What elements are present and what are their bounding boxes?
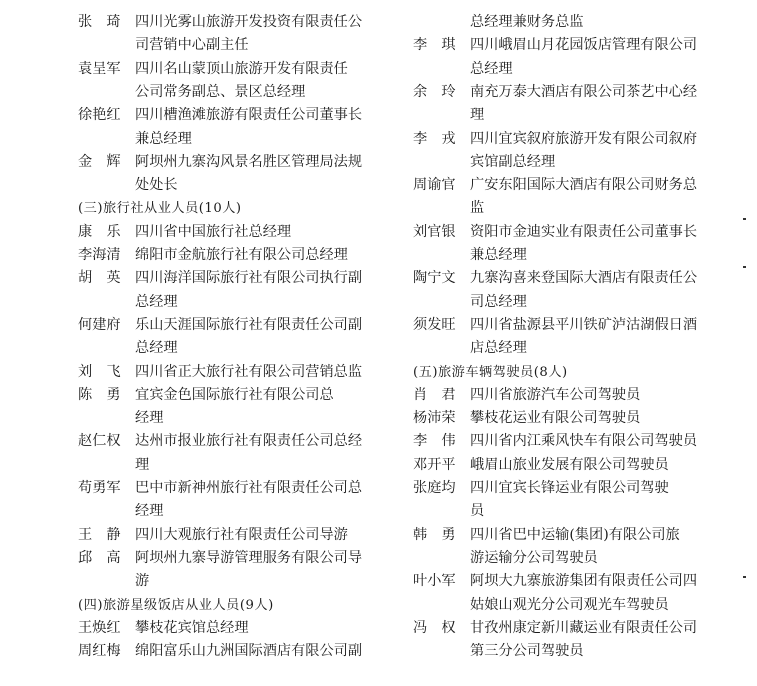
person-name: 李 伟 [413, 433, 456, 450]
person-name: 王 静 [78, 526, 121, 543]
position-text: 四川光雾山旅游开发投资有限责任公 [135, 14, 363, 30]
position-text: 四川槽渔滩旅游有限责任公司董事长 [135, 107, 363, 124]
person-name: 刘官银 [413, 223, 456, 240]
position-text: 绵阳富乐山九洲国际酒店有限公司副 [135, 643, 363, 660]
position-text: 经理 [135, 503, 164, 520]
position-text: 兼总经理 [135, 130, 192, 147]
position-text: 四川大观旅行社有限责任公司导游 [135, 526, 348, 543]
position-text: 甘孜州康定新川藏运业有限责任公司 [470, 619, 698, 636]
position-text: 经理 [135, 410, 164, 427]
position-text: 宾馆副总经理 [470, 153, 556, 170]
position-text: 兼总经理 [470, 247, 527, 263]
person-name: 胡 英 [78, 270, 121, 287]
position-text: 阿坝大九寨旅游集团有限责任公司四 [470, 573, 698, 590]
position-text: 资阳市金迪实业有限责任公司董事长 [470, 223, 698, 240]
person-name: 杨沛荣 [413, 410, 456, 427]
position-text: 司总经理 [470, 293, 527, 310]
position-text: 处处长 [135, 177, 178, 194]
position-text: 攀枝花宾馆总经理 [135, 619, 249, 636]
position-text: 游运输分公司驾驶员 [470, 549, 598, 566]
position-text: 员 [470, 503, 485, 520]
position-text: 四川省旅游汽车公司驾驶员 [470, 386, 641, 403]
position-text: 南充万泰大酒店有限公司茶艺中心经 [470, 83, 698, 100]
person-name: 陶宁文 [413, 270, 456, 287]
position-text: 乐山天涯国际旅行社有限责任公司副 [135, 316, 363, 333]
position-text: 四川海洋国际旅行社有限公司执行副 [135, 270, 363, 287]
person-name: 周谕官 [413, 177, 456, 194]
position-text: 阿坝州九寨导游管理服务有限公司导 [135, 549, 363, 566]
person-name: 李 戎 [413, 130, 456, 147]
position-text: 达州市报业旅行社有限责任公司总经 [135, 433, 363, 450]
position-text: 四川名山蒙顶山旅游开发有限责任 [135, 60, 348, 77]
position-text: 四川峨眉山月花园饭店管理有限公司 [470, 37, 698, 54]
position-text: 总经理 [470, 60, 513, 77]
person-name: 邓开平 [413, 456, 456, 473]
person-name: 陈 勇 [78, 386, 121, 403]
person-name: 徐艳红 [78, 107, 121, 124]
position-text: 四川宜宾长锋运业有限公司驾驶 [470, 480, 669, 496]
position-text: 理 [135, 456, 150, 473]
section-heading: (五)旅游车辆驾驶员(8人) [413, 364, 568, 380]
person-name: 冯 权 [413, 619, 456, 636]
person-name: 肖 君 [413, 386, 456, 403]
scan-speck [743, 266, 746, 268]
position-text: 总经理 [135, 340, 178, 357]
position-text: 公司常务副总、景区总经理 [135, 83, 306, 100]
position-text: 巴中市新神州旅行社有限责任公司总 [135, 480, 363, 496]
section-heading: (四)旅游星级饭店从业人员(9人) [78, 597, 274, 613]
scan-speck [743, 576, 746, 578]
person-name: 王焕红 [78, 619, 121, 636]
position-text: 姑娘山观光分公司观光车驾驶员 [470, 596, 669, 613]
person-name: 康 乐 [78, 223, 121, 240]
position-text: 四川宜宾叙府旅游开发有限公司叙府 [470, 130, 698, 147]
position-text: 阿坝州九寨沟风景名胜区管理局法规 [135, 153, 363, 170]
person-name: 张 琦 [78, 14, 121, 30]
position-text: 四川省内江乘风快车有限公司驾驶员 [470, 433, 698, 450]
position-text: 峨眉山旅业发展有限公司驾驶员 [470, 456, 669, 473]
position-text: 四川省正大旅行社有限公司营销总监 [135, 363, 363, 380]
person-name: 邱 高 [78, 549, 121, 566]
position-text: 绵阳市金航旅行社有限公司总经理 [135, 247, 348, 263]
person-name: 叶小军 [413, 573, 456, 590]
scan-speck [743, 218, 746, 220]
position-text: 攀枝花运业有限公司驾驶员 [470, 410, 641, 427]
position-text: 广安东阳国际大酒店有限公司财务总 [470, 177, 698, 194]
position-text: 总经理 [135, 293, 178, 310]
person-name: 余 玲 [413, 83, 456, 100]
person-name: 李 琪 [413, 37, 456, 54]
position-text: 九寨沟喜来登国际大酒店有限责任公 [470, 270, 698, 287]
position-text: 游 [135, 573, 150, 590]
person-name: 何建府 [78, 316, 121, 333]
position-text: 四川省巴中运输(集团)有限公司旅 [470, 526, 680, 543]
position-text: 监 [470, 200, 485, 217]
position-text: 司营销中心副主任 [135, 37, 249, 54]
position-text: 第三分公司驾驶员 [470, 643, 584, 660]
position-text: 宜宾金色国际旅行社有限公司总 [135, 386, 334, 403]
person-name: 须发旺 [413, 316, 456, 333]
position-text: 四川省盐源县平川铁矿泸沽湖假日酒 [470, 316, 698, 333]
position-text: 理 [470, 107, 485, 124]
person-name: 赵仁权 [78, 433, 121, 450]
position-text: 总经理兼财务总监 [470, 14, 584, 30]
position-text: 四川省中国旅行社总经理 [135, 223, 292, 240]
person-name: 刘 飞 [78, 363, 121, 380]
person-name: 韩 勇 [413, 526, 456, 543]
person-name: 张庭均 [413, 480, 456, 496]
person-name: 苟勇军 [78, 480, 121, 496]
section-heading: (三)旅行社从业人员(10人) [78, 201, 242, 217]
position-text: 店总经理 [470, 340, 527, 357]
person-name: 金 辉 [78, 153, 121, 170]
person-name: 袁呈军 [78, 60, 121, 77]
person-name: 周红梅 [78, 643, 121, 660]
person-name: 李海清 [78, 247, 121, 263]
